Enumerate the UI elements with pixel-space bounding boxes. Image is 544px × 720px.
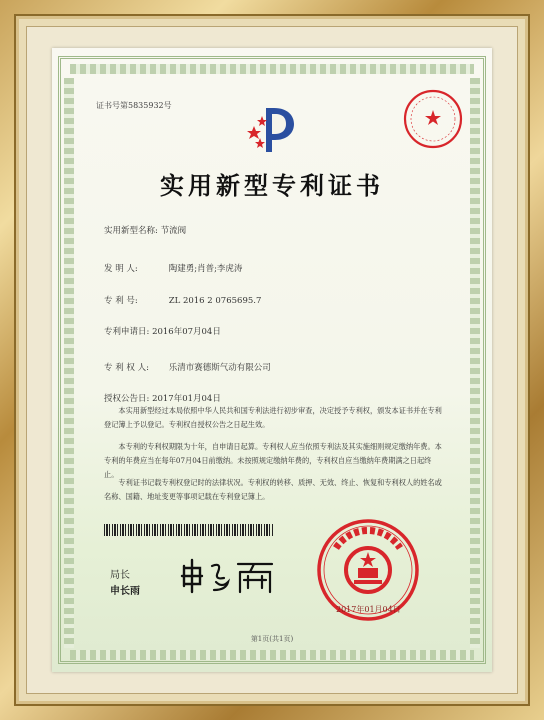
field-grant-date	[104, 392, 221, 404]
field-value: 2016年07月04日	[152, 327, 221, 337]
field-label: 专 利 号:	[104, 296, 138, 306]
field-value: 乐清市赛德斯气动有限公司	[168, 363, 271, 373]
field-value: 陶建勇;肖普;李虎涛	[168, 264, 243, 274]
barcode	[104, 524, 274, 536]
patent-office-small-seal-icon	[402, 88, 464, 150]
border-ornament-left	[64, 78, 74, 648]
field-patent-number	[104, 294, 261, 306]
field-label: 专 利 权 人:	[104, 363, 149, 373]
certificate-paragraph: 专利证书记载专利权登记时的法律状况。专利权的转移、质押、无效、终止、恢复和专利权人的姓名或名称、国籍、地址变更等事项记载在专利登记簿上。	[104, 478, 442, 501]
field-label: 实用新型名称:	[104, 226, 158, 236]
official-title: 局长	[110, 570, 130, 581]
certificate-paragraph: 本实用新型经过本局依照中华人民共和国专利法进行初步审查，决定授予专利权，颁发本证书并在专利登记簿上予以登记。专利权自授权公告之日起生效。	[104, 406, 442, 429]
official-name: 申长雨	[110, 586, 140, 597]
certificate-title: 实用新型专利证书	[160, 171, 384, 200]
field-label: 专利申请日:	[104, 327, 150, 337]
seal-date: 2017年01月04日	[336, 605, 401, 614]
page-number-note: 第1页(共1页)	[250, 635, 294, 643]
certificate-paragraph: 本专利的专利权期限为十年，自申请日起算。专利权人应当依照专利法及其实施细则规定缴纳年费。本专利的年费应当在每年07月04日前缴纳。未按照规定缴纳年费的，专利权自应当缴纳年费期满之日起终止。	[104, 442, 442, 479]
border-ornament-right	[470, 78, 480, 648]
field-inventor	[104, 262, 242, 274]
field-value: 2017年01月04日	[152, 394, 221, 404]
patent-office-logo-icon	[244, 102, 300, 158]
field-filing-date	[104, 325, 221, 337]
field-value: ZL 2016 2 0765695.7	[168, 296, 262, 306]
field-label: 授权公告日:	[104, 394, 150, 404]
field-utility-model-name	[104, 224, 186, 236]
director-signature-icon	[178, 556, 278, 596]
certificate-serial: 证书号第5835932号	[96, 101, 172, 110]
field-label: 发 明 人:	[104, 264, 138, 274]
field-patentee	[104, 361, 271, 373]
border-ornament-bottom	[70, 650, 474, 660]
border-ornament-top	[70, 64, 474, 74]
field-value: 节流阀	[160, 226, 187, 236]
